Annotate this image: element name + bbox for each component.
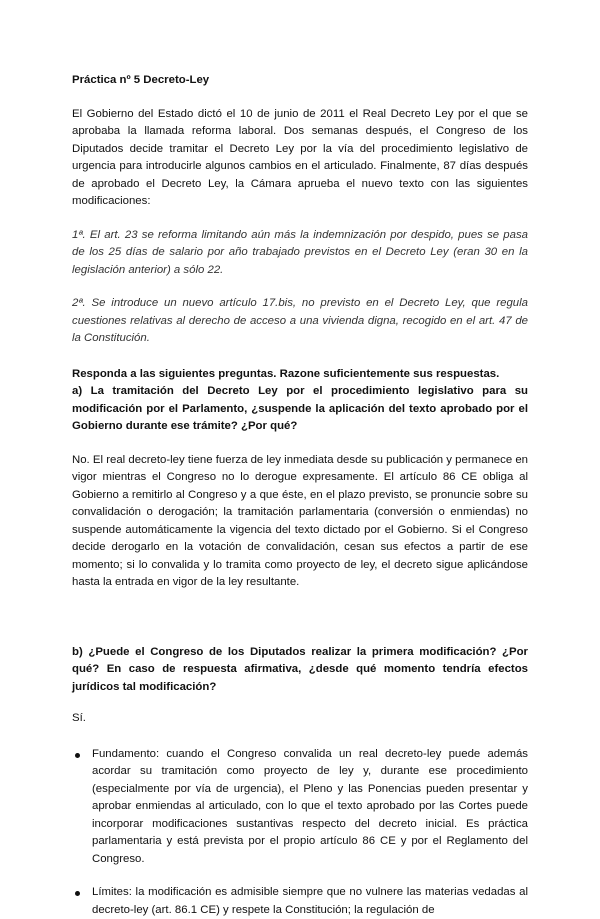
question-b: b) ¿Puede el Congreso de los Diputados realizar la primera modificación? ¿Por qué? En caso de respuesta afirmativa, ¿desde qué momento tendría efectos jurídicos tal modificación? xyxy=(72,644,528,697)
bullet-icon xyxy=(75,753,80,758)
answer-b-short: Sí. xyxy=(72,710,528,728)
bullet-text: Fundamento: cuando el Congreso convalida un real decreto-ley puede además acordar su tramitación como proyecto de ley y, durante ese procedimiento (especialmente por vía de urgencia), el Pleno y las Ponencias pueden presentar y aprobar enmiendas al articulado, con lo que el texto aprobado por las Cortes puede incorporar modificaciones sustantivas respecto del decreto inicial. Es práctica parlamentaria y está prevista por el propio artículo 86 CE y por el Reglamento del Congreso. xyxy=(92,748,528,865)
bullet-icon xyxy=(75,891,80,896)
question-a: a) La tramitación del Decreto Ley por el procedimiento legislativo para su modificación por el Parlamento, ¿suspende la aplicación del texto aprobado por el Gobierno durante ese trámite? ¿Por qué? xyxy=(72,383,528,436)
bullet-limites xyxy=(92,884,528,919)
intro-paragraph: El Gobierno del Estado dictó el 10 de junio de 2011 el Real Decreto Ley por el que se aprobaba la llamada reforma laboral. Dos semanas después, el Congreso de los Diputados decide tramitar el Decreto Ley por la vía del procedimiento legislativo de urgencia para introducirle algunos cambios en el articulado. Finalmente, 87 días después de aprobado el Decreto Ley, la Cámara aprueba el nuevo texto con las siguientes modificaciones: xyxy=(72,106,528,211)
bullet-text: Límites: la modificación es admisible siempre que no vulnere las materias vedadas al decreto-ley (art. 86.1 CE) y respete la Constitución; la regulación de xyxy=(92,886,528,916)
document-title: Práctica nº 5 Decreto-Ley xyxy=(72,72,528,90)
bullet-fundamento xyxy=(92,746,528,869)
modification-2: 2ª. Se introduce un nuevo artículo 17.bis, no previsto en el Decreto Ley, que regula cuestiones relativas al derecho de acceso a una vivienda digna, recogido en el art. 47 de la Constitución. xyxy=(72,295,528,348)
modification-1: 1ª. El art. 23 se reforma limitando aún más la indemnización por despido, pues se pasa de los 25 días de salario por año trabajado previstos en el Decreto Ley (eran 30 en la legislación anterior) a sólo 22. xyxy=(72,227,528,280)
answer-a: No. El real decreto-ley tiene fuerza de ley inmediata desde su publicación y permanece en vigor mientras el Congreso no lo derogue expresamente. El artículo 86 CE obliga al Gobierno a remitirlo al Congreso y a que éste, en el plazo previsto, se pronuncie sobre su convalidación o derogación; la tramitación parlamentaria (conversión o enmiendas) no suspende automáticamente la vigencia del texto dictado por el Gobierno. Si el Congreso decide derogarlo en la votación de convalidación, cesan sus efectos a partir de ese momento; si lo convalida y lo tramita como proyecto de ley, el decreto sigue aplicándose hasta la entrada en vigor de la ley resultante. xyxy=(72,452,528,592)
answer-b-bullets xyxy=(72,746,528,919)
instructions: Responda a las siguientes preguntas. Razone suficientemente sus respuestas. xyxy=(72,366,528,384)
